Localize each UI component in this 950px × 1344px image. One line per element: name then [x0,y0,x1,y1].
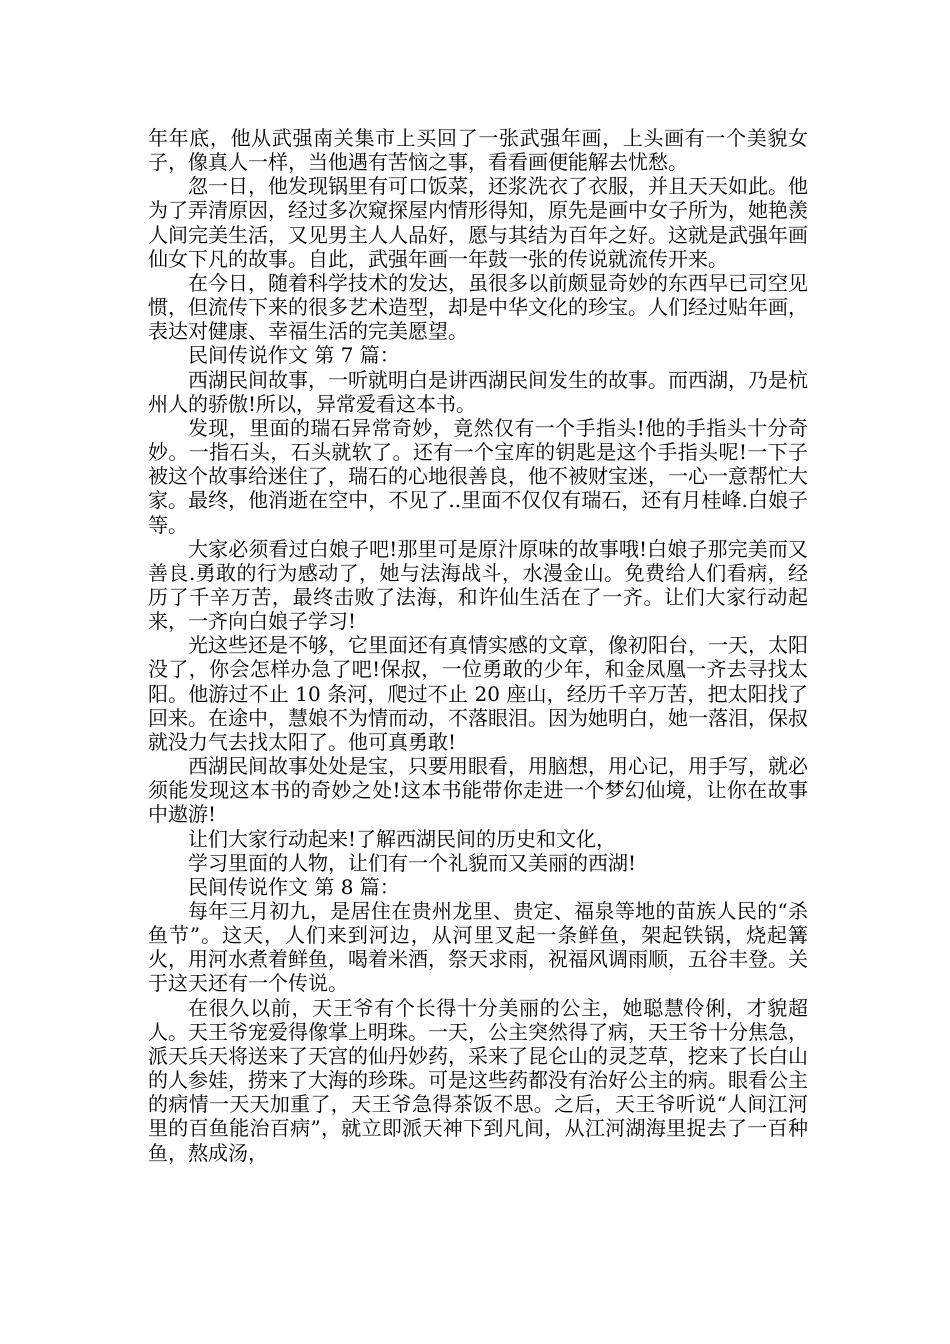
paragraph: 让们大家行动起来!了解西湖民间的历史和文化， [188,826,617,851]
paragraph: 在今日，随着科学技术的发达，虽很多以前颇显奇妙的东西早已司空见惯，但流传下来的很多艺术造型，却是中华文化的珍宝。人们经过贴年画，表达对健康、幸福生活的完美愿望。 [148,270,808,344]
document-body [148,126,808,1165]
paragraph: 大家必须看过白娘子吧!那里可是原汁原味的故事哦!白娘子那完美而又善良.勇敢的行为感动了，她与法海战斗，水漫金山。免费给人们看病，经历了千辛万苦，最终击败了法海，和许仙生活在了一齐。让们大家行动起来，一齐向白娘子学习! [148,536,808,634]
section-heading: 民间传说作文 第 8 篇： [188,874,400,899]
paragraph: 在很久以前，天王爷有个长得十分美丽的公主，她聪慧伶俐，才貌超人。天王爷宠爱得像掌上明珠。一天，公主突然得了病，天王爷十分焦急，派天兵天将送来了天宫的仙丹妙药，采来了昆仑山的灵芝草，挖来了长白山的人参娃，捞来了大海的珍珠。可是这些药都没有治好公主的病。眼看公主的病情一天天加重了，天王爷急得茶饭不思。之后，天王爷听说“人间江河里的百鱼能治百病”，就立即派天神下到凡间，从江河湖海里捉去了一百种鱼，熬成汤， [148,995,808,1165]
paragraph: 西湖民间故事，一听就明白是讲西湖民间发生的故事。而西湖，乃是杭州人的骄傲!所以，异常爱看这本书。 [148,367,808,416]
paragraph: 发现，里面的瑞石异常奇妙，竟然仅有一个手指头!他的手指头十分奇妙。一指石头，石头就软了。还有一个宝库的钥匙是这个手指头呢!一下子被这个故事给迷住了，瑞石的心地很善良，他不被财宝迷，一心一意帮忙大家。最终，他消逝在空中，不见了..里面不仅仅有瑞石，还有月桂峰.白娘子等。 [148,415,808,537]
paragraph: 西湖民间故事处处是宝，只要用眼看，用脑想，用心记，用手写，就必须能发现这本书的奇妙之处!这本书能带你走进一个梦幻仙境，让你在故事中遨游! [148,754,808,827]
paragraph: 忽一日，他发现锅里有可口饭菜，还浆洗衣了衣服，并且天天如此。他为了弄清原因，经过多次窥探屋内情形得知，原先是画中女子所为，她艳羡人间完美生活，又见男主人人品好，愿与其结为百年之好。这就是武强年画仙女下凡的故事。自此，武强年画一年鼓一张的传说就流传开来。 [148,174,808,271]
paragraph: 学习里面的人物，让们有一个礼貌而又美丽的西湖! [188,850,637,875]
paragraph: 年年底，他从武强南关集市上买回了一张武强年画，上头画有一个美貌女子，像真人一样，当他遇有苦恼之事，看看画便能解去忧愁。 [148,126,808,175]
section-heading: 民间传说作文 第 7 篇： [188,343,400,368]
paragraph: 每年三月初九，是居住在贵州龙里、贵定、福泉等地的苗族人民的“杀鱼节”。这天，人们来到河边，从河里叉起一条鲜鱼，架起铁锅，烧起篝火，用河水煮着鲜鱼，喝着米酒，祭天求雨，祝福风调雨顺，五谷丰登。关于这天还有一个传说。 [148,899,808,996]
paragraph: 光这些还是不够，它里面还有真情实感的文章，像初阳台，一天，太阳没了，你会怎样办急了吧!保叔，一位勇敢的少年，和金凤凰一齐去寻找太阳。他游过不止 10 条河，爬过不止 20 座山，经历千辛万苦，把太阳找了回来。在途中，慧娘不为情而动，不落眼泪。因为她明白，她一落泪，保叔就没力气去找太阳了。他可真勇敢! [148,633,808,754]
